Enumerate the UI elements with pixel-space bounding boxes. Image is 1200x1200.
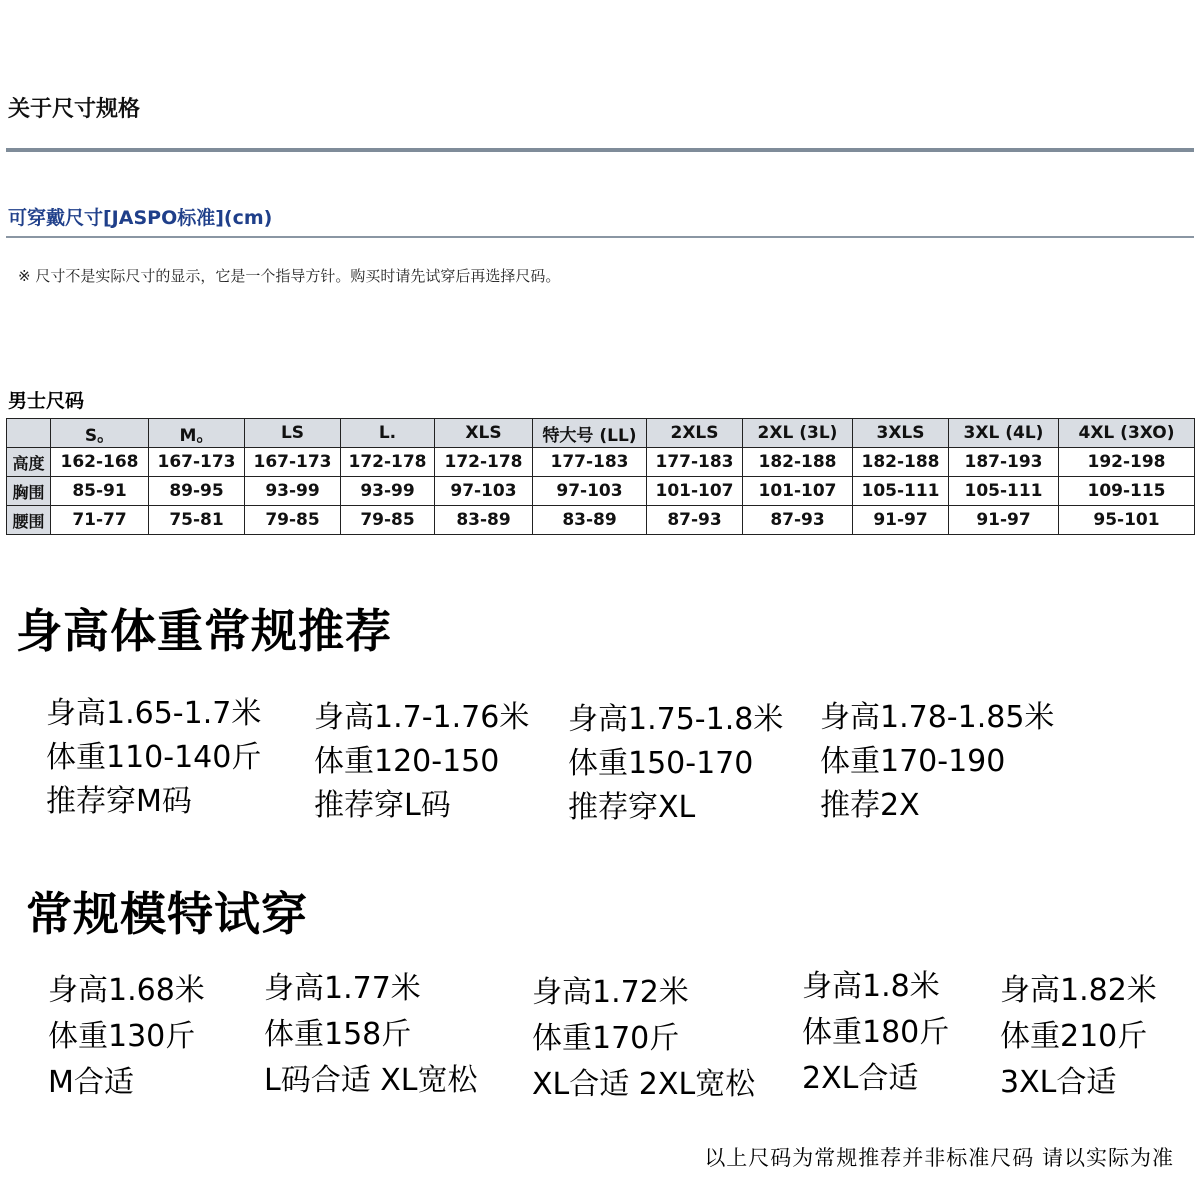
column-header: L. (341, 419, 435, 448)
recommendation-block (820, 696, 1054, 828)
column-header (7, 419, 51, 448)
model-fitting-heading: 常规模特试穿 (26, 887, 308, 941)
weight-text: 体重120-150 (314, 744, 500, 779)
height-text: 身高1.78-1.85米 (820, 700, 1055, 735)
footer-note: 以上尺码为常规推荐并非标准尺码 请以实际为准 (704, 1146, 1174, 1170)
weight-text: 体重110-140斤 (46, 740, 262, 775)
table-cell: 97-103 (533, 477, 647, 506)
table-cell: 167-173 (245, 448, 341, 477)
table-cell: 95-101 (1059, 506, 1195, 535)
fit-text: 3XL合适 (1000, 1065, 1117, 1100)
column-header: 特大号 (LL) (533, 419, 647, 448)
weight-text: 体重170-190 (820, 744, 1006, 779)
model-block (48, 968, 205, 1106)
row-header: 高度 (7, 448, 51, 477)
model-block (264, 966, 478, 1104)
height-text: 身高1.68米 (48, 973, 205, 1008)
table-cell: 93-99 (245, 477, 341, 506)
size-chart-table (6, 418, 1195, 535)
fit-text: L码合适 XL宽松 (264, 1063, 478, 1098)
table-cell: 162-168 (51, 448, 149, 477)
page-title: 关于尺寸规格 (8, 97, 141, 122)
recommendation-heading: 身高体重常规推荐 (16, 604, 392, 658)
recommendation-block (46, 692, 261, 824)
table-cell: 101-107 (743, 477, 853, 506)
weight-text: 体重210斤 (1000, 1019, 1148, 1054)
model-block (802, 964, 949, 1102)
row-header: 腰围 (7, 506, 51, 535)
weight-text: 体重158斤 (264, 1017, 412, 1052)
height-text: 身高1.82米 (1000, 973, 1157, 1008)
weight-text: 体重130斤 (48, 1019, 196, 1054)
table-cell: 105-111 (853, 477, 949, 506)
size-disclaimer: ※ 尺寸不是实际尺寸的显示，它是一个指导方针。购买时请先试穿后再选择尺码。 (18, 267, 561, 285)
table-cell: 91-97 (949, 506, 1059, 535)
advice-text: 推荐2X (820, 788, 920, 823)
table-cell: 93-99 (341, 477, 435, 506)
table-cell: 71-77 (51, 506, 149, 535)
model-block (532, 970, 755, 1108)
table-cell: 101-107 (647, 477, 743, 506)
column-header: 3XL (4L) (949, 419, 1059, 448)
height-text: 身高1.7-1.76米 (314, 700, 530, 735)
table-cell: 182-188 (853, 448, 949, 477)
weight-text: 体重180斤 (802, 1015, 950, 1050)
table-cell: 177-183 (533, 448, 647, 477)
column-header: M。 (149, 419, 245, 448)
recommendation-block (314, 696, 529, 828)
table-cell: 167-173 (149, 448, 245, 477)
column-header: S。 (51, 419, 149, 448)
weight-text: 体重170斤 (532, 1021, 680, 1056)
table-cell: 182-188 (743, 448, 853, 477)
table-cell: 85-91 (51, 477, 149, 506)
table-cell: 89-95 (149, 477, 245, 506)
table-cell: 109-115 (1059, 477, 1195, 506)
weight-text: 体重150-170 (568, 746, 754, 781)
table-header-row (7, 419, 1195, 448)
table-cell: 75-81 (149, 506, 245, 535)
column-header: 2XL (3L) (743, 419, 853, 448)
section-subtitle: 可穿戴尺寸[JASPO标准](cm) (8, 207, 273, 229)
table-cell: 192-198 (1059, 448, 1195, 477)
table-cell: 97-103 (435, 477, 533, 506)
table-caption: 男士尺码 (8, 390, 85, 412)
height-text: 身高1.77米 (264, 971, 421, 1006)
table-cell: 172-178 (435, 448, 533, 477)
table-cell: 91-97 (853, 506, 949, 535)
table-cell: 87-93 (647, 506, 743, 535)
fit-text: M合适 (48, 1065, 134, 1100)
recommendation-block (568, 698, 783, 830)
height-text: 身高1.72米 (532, 975, 689, 1010)
table-cell: 187-193 (949, 448, 1059, 477)
divider (6, 148, 1194, 152)
table-cell: 105-111 (949, 477, 1059, 506)
column-header: XLS (435, 419, 533, 448)
table-cell: 87-93 (743, 506, 853, 535)
table-cell: 79-85 (341, 506, 435, 535)
height-text: 身高1.65-1.7米 (46, 696, 262, 731)
divider (6, 236, 1194, 238)
table-cell: 172-178 (341, 448, 435, 477)
table-cell: 177-183 (647, 448, 743, 477)
height-text: 身高1.8米 (802, 969, 940, 1004)
table-row (7, 448, 1195, 477)
column-header: 2XLS (647, 419, 743, 448)
table-row (7, 506, 1195, 535)
table-cell: 83-89 (533, 506, 647, 535)
advice-text: 推荐穿XL (568, 790, 696, 825)
fit-text: XL合适 2XL宽松 (532, 1067, 756, 1102)
row-header: 胸围 (7, 477, 51, 506)
fit-text: 2XL合适 (802, 1061, 919, 1096)
column-header: LS (245, 419, 341, 448)
table-cell: 79-85 (245, 506, 341, 535)
advice-text: 推荐穿M码 (46, 784, 192, 819)
column-header: 4XL (3XO) (1059, 419, 1195, 448)
table-row (7, 477, 1195, 506)
model-block (1000, 968, 1157, 1106)
column-header: 3XLS (853, 419, 949, 448)
advice-text: 推荐穿L码 (314, 788, 451, 823)
height-text: 身高1.75-1.8米 (568, 702, 784, 737)
table-cell: 83-89 (435, 506, 533, 535)
